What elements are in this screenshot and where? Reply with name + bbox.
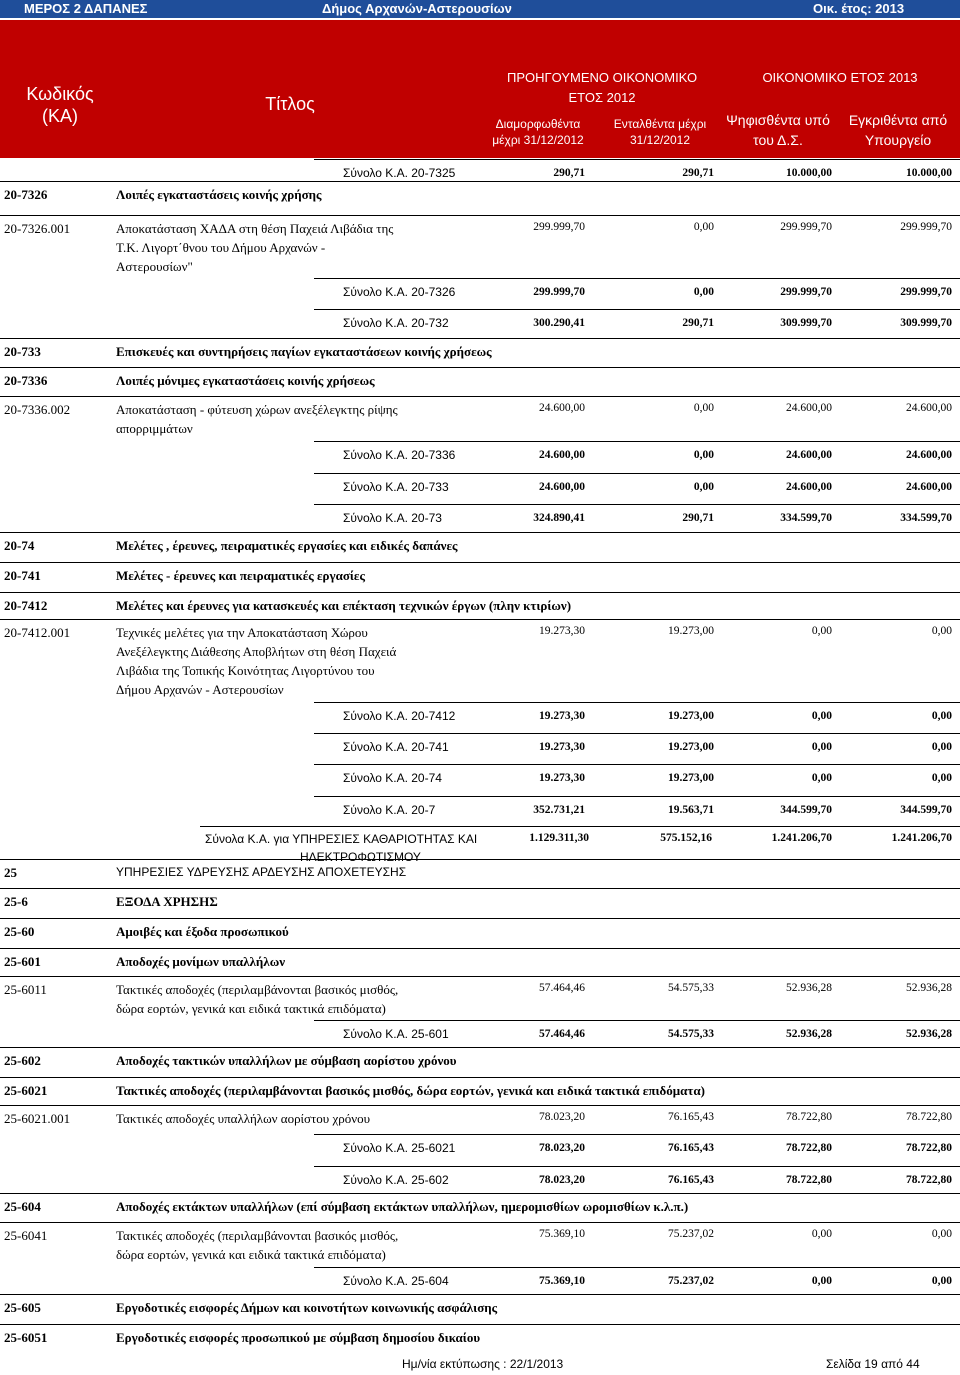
code-header-1: Κωδικός (26, 84, 94, 104)
subtotal-label: Σύνολο Κ.Α. 20-73 (343, 511, 442, 525)
row-divider (0, 918, 960, 919)
subtotal-amount: 19.273,30 (539, 710, 585, 722)
row-title: Αποδοχές τακτικών υπαλλήλων με σύμβαση αορίστου χρόνου (116, 1053, 457, 1068)
grand-total-label: Σύνολα Κ.Α. για ΥΠΗΡΕΣΙΕΣ ΚΑΘΑΡΙΟΤΗΤΑΣ ΚΑΙ (205, 832, 478, 846)
municipality-name: Δήμος Αρχανών-Αστερουσίων (322, 1, 512, 16)
amount-cell: 24.600,00 (906, 402, 952, 414)
subtotal-amount: 78.722,80 (786, 1142, 832, 1154)
row-code: 25-6011 (4, 982, 47, 997)
fiscal-year: Οικ. έτος: 2013 (813, 1, 905, 16)
amount-cell: 75.369,10 (539, 1228, 585, 1240)
subtotal-label: Σύνολο Κ.Α. 20-7325 (343, 166, 456, 180)
grand-total-amount: 1.129.311,30 (529, 832, 589, 844)
row-title-line: Αποκατάσταση - φύτευση χώρων ανεξέλεγκτης ρίψης (116, 402, 398, 417)
row-code: 20-7412.001 (4, 625, 71, 640)
row-code: 20-7336 (4, 373, 48, 388)
row-title-line: απορριμμάτων (116, 421, 193, 436)
row-title-line: Αστερουσίων" (116, 259, 193, 274)
subtotal-divider (314, 504, 960, 505)
grand-total-divider (200, 826, 960, 827)
row-title-line: δώρα εορτών, γενικά και ειδικά τακτικά επιδόματα) (116, 1001, 386, 1016)
column-header (0, 20, 960, 158)
amount-cell: 0,00 (931, 625, 952, 637)
amount-cell: 299.999,70 (533, 221, 585, 233)
subtotal-amount: 0,00 (811, 741, 832, 753)
subtotal-amount: 24.600,00 (786, 449, 832, 461)
amount-cell: 19.273,00 (668, 625, 714, 637)
subtotal-amount: 290,71 (553, 167, 585, 179)
row-code: 25-604 (4, 1199, 41, 1214)
subtotal-amount: 19.273,30 (539, 772, 585, 784)
row-code: 20-7326.001 (4, 221, 71, 236)
approved-header-2: Υπουργείο (864, 132, 932, 148)
subtotal-amount: 324.890,41 (533, 512, 585, 524)
grand-total-amount: 1.241.206,70 (891, 832, 952, 844)
subtotal-amount: 344.599,70 (900, 804, 952, 816)
ordered-header-2: 31/12/2012 (629, 133, 691, 147)
shaped-header-1: Διαμορφωθέντα (495, 117, 581, 131)
subtotal-amount: 0,00 (931, 710, 952, 722)
subtotal-label: Σύνολο Κ.Α. 20-7326 (343, 285, 456, 299)
subtotal-amount: 344.599,70 (780, 804, 832, 816)
row-title: Επισκευές και συντηρήσεις παγίων εγκαταστάσεων κοινής χρήσεως (116, 344, 492, 359)
subtotal-label: Σύνολο Κ.Α. 25-604 (343, 1274, 449, 1288)
subtotal-divider (314, 1134, 960, 1135)
row-code: 20-7412 (4, 598, 48, 613)
subtotal-amount: 10.000,00 (786, 167, 832, 179)
row-divider (0, 367, 960, 368)
row-divider (0, 1047, 960, 1048)
subtotal-amount: 0,00 (693, 481, 714, 493)
subtotal-amount: 290,71 (682, 512, 714, 524)
row-divider (0, 338, 960, 339)
amount-cell: 78.023,20 (539, 1111, 585, 1123)
amount-cell: 0,00 (811, 1228, 832, 1240)
subtotal-amount: 75.237,02 (668, 1275, 714, 1287)
subtotal-amount: 24.600,00 (786, 481, 832, 493)
amount-cell: 52.936,28 (906, 982, 952, 994)
amount-cell: 24.600,00 (786, 402, 832, 414)
row-title: Μελέτες και έρευνες για κατασκευές και επέκταση τεχνικών έργων (πλην κτιρίων) (116, 598, 572, 613)
row-divider (0, 1294, 960, 1295)
subtotal-amount: 24.600,00 (539, 481, 585, 493)
code-header-2: (ΚΑ) (42, 106, 78, 126)
subtotal-label: Σύνολο Κ.Α. 20-732 (343, 316, 449, 330)
shaped-header-2: μέχρι 31/12/2012 (492, 133, 584, 147)
amount-cell: 24.600,00 (539, 402, 585, 414)
amount-cell: 78.722,80 (906, 1111, 952, 1123)
row-title-line: Αποκατάσταση ΧΑΔΑ στη θέση Παχειά Λιβάδια της (116, 221, 394, 236)
subtotal-amount: 0,00 (693, 449, 714, 461)
row-code: 25-6 (4, 894, 28, 909)
subtotal-amount: 0,00 (931, 741, 952, 753)
amount-cell: 54.575,33 (668, 982, 714, 994)
row-divider (0, 888, 960, 889)
voted-header-2: του Δ.Σ. (753, 132, 803, 148)
row-divider (0, 181, 960, 182)
row-divider (0, 619, 960, 620)
subtotal-amount: 334.599,70 (780, 512, 832, 524)
amount-cell: 0,00 (693, 402, 714, 414)
row-code: 20-7336.002 (4, 402, 71, 417)
row-title: ΥΠΗΡΕΣΙΕΣ ΥΔΡΕΥΣΗΣ ΑΡΔΕΥΣΗΣ ΑΠΟΧΕΤΕΥΣΗΣ (116, 865, 407, 879)
row-divider (0, 1077, 960, 1078)
subtotal-label: Σύνολο Κ.Α. 20-733 (343, 480, 449, 494)
subtotal-divider (314, 309, 960, 310)
row-title: Μελέτες - έρευνες και πειραματικές εργασίες (116, 568, 365, 583)
row-divider (0, 396, 960, 397)
row-divider (0, 976, 960, 977)
subtotal-amount: 78.023,20 (539, 1174, 585, 1186)
subtotal-divider (314, 159, 960, 160)
subtotal-divider (314, 1267, 960, 1268)
subtotal-amount: 299.999,70 (533, 286, 585, 298)
subtotal-divider (314, 796, 960, 797)
subtotal-amount: 0,00 (811, 1275, 832, 1287)
subtotal-label: Σύνολο Κ.Α. 25-602 (343, 1173, 449, 1187)
grand-total-label: ΗΛΕΚΤΡΟΦΩΤΙΣΜΟΥ (300, 850, 421, 864)
row-divider (0, 859, 960, 860)
subtotal-amount: 300.290,41 (533, 317, 585, 329)
subtotal-label: Σύνολο Κ.Α. 20-7412 (343, 709, 456, 723)
title-header: Τίτλος (265, 94, 315, 114)
row-code: 25-6021 (4, 1083, 48, 1098)
amount-cell: 76.165,43 (668, 1111, 714, 1123)
row-title: Αποδοχές μονίμων υπαλλήλων (116, 954, 286, 969)
row-code: 25 (4, 865, 17, 880)
amount-cell: 299.999,70 (900, 221, 952, 233)
amount-cell: 52.936,28 (786, 982, 832, 994)
row-code: 20-74 (4, 538, 35, 553)
subtotal-amount: 352.731,21 (533, 804, 585, 816)
subtotal-amount: 19.273,30 (539, 741, 585, 753)
subtotal-amount: 19.273,00 (668, 710, 714, 722)
approved-header-1: Εγκριθέντα από (848, 112, 948, 128)
row-divider (0, 215, 960, 216)
amount-cell: 0,00 (811, 625, 832, 637)
subtotal-amount: 290,71 (682, 167, 714, 179)
subtotal-divider (314, 733, 960, 734)
subtotal-amount: 0,00 (931, 1275, 952, 1287)
row-title-line: Τακτικές αποδοχές (περιλαμβάνονται βασικός μισθός, (116, 1228, 399, 1243)
subtotal-divider (314, 1020, 960, 1021)
row-divider (0, 1105, 960, 1106)
amount-cell: 75.237,02 (668, 1228, 714, 1240)
amount-cell: 57.464,46 (539, 982, 585, 994)
subtotal-divider (314, 1166, 960, 1167)
grand-total-amount: 1.241.206,70 (771, 832, 832, 844)
subtotal-amount: 78.722,80 (786, 1174, 832, 1186)
subtotal-amount: 52.936,28 (906, 1028, 952, 1040)
row-code: 25-6021.001 (4, 1111, 71, 1126)
row-code: 25-602 (4, 1053, 41, 1068)
amount-cell: 19.273,30 (539, 625, 585, 637)
prev-year-header-2: ΕΤΟΣ 2012 (568, 90, 636, 105)
subtotal-amount: 299.999,70 (900, 286, 952, 298)
subtotal-amount: 290,71 (682, 317, 714, 329)
row-title: Αποδοχές εκτάκτων υπαλλήλων (επί σύμβαση εκτάκτων υπαλλήλων, ημερομισθίων ωρομισθίων κ.λ.π.) (116, 1199, 689, 1214)
subtotal-amount: 78.722,80 (906, 1142, 952, 1154)
subtotal-amount: 334.599,70 (900, 512, 952, 524)
row-title-line: Τ.Κ. Λιγορτ΄θνου του Δήμου Αρχανών - (116, 240, 326, 255)
subtotal-amount: 0,00 (811, 710, 832, 722)
row-title-line: δώρα εορτών, γενικά και ειδικά τακτικά επιδόματα) (116, 1247, 386, 1262)
subtotal-divider (314, 764, 960, 765)
row-title-line: Τακτικές αποδοχές (περιλαμβάνονται βασικός μισθός, (116, 982, 399, 997)
subtotal-amount: 24.600,00 (539, 449, 585, 461)
subtotal-amount: 76.165,43 (668, 1142, 714, 1154)
row-divider (0, 1193, 960, 1194)
current-year-header: ΟΙΚΟΝΟΜΙΚΟ ΕΤΟΣ 2013 (762, 70, 918, 85)
amount-cell: 299.999,70 (780, 221, 832, 233)
print-date: Ημ/νία εκτύπωσης : 22/1/2013 (402, 1357, 564, 1371)
top-banner (0, 0, 960, 18)
subtotal-amount: 76.165,43 (668, 1174, 714, 1186)
amount-cell: 0,00 (931, 1228, 952, 1240)
subtotal-label: Σύνολο Κ.Α. 20-741 (343, 740, 449, 754)
subtotal-amount: 24.600,00 (906, 481, 952, 493)
subtotal-amount: 10.000,00 (906, 167, 952, 179)
row-title: Τακτικές αποδοχές (περιλαμβάνονται βασικός μισθός, δώρα εορτών, γενικά και ειδικά τακτικά επιδόματα) (116, 1083, 705, 1098)
subtotal-amount: 78.023,20 (539, 1142, 585, 1154)
row-code: 20-7326 (4, 187, 48, 202)
subtotal-amount: 299.999,70 (780, 286, 832, 298)
subtotal-amount: 309.999,70 (780, 317, 832, 329)
voted-header-1: Ψηφισθέντα υπό (726, 112, 830, 128)
row-divider (0, 1324, 960, 1325)
amount-cell: 0,00 (693, 221, 714, 233)
row-title: Εργοδοτικές εισφορές Δήμων και κοινοτήτων κοινωνικής ασφάλισης (116, 1300, 498, 1315)
subtotal-amount: 57.464,46 (539, 1028, 585, 1040)
subtotal-amount: 0,00 (693, 286, 714, 298)
subtotal-amount: 19.273,00 (668, 772, 714, 784)
row-divider (0, 562, 960, 563)
row-code: 20-741 (4, 568, 41, 583)
subtotal-divider (314, 702, 960, 703)
subtotal-amount: 19.273,00 (668, 741, 714, 753)
page-number: Σελίδα 19 από 44 (826, 1357, 920, 1371)
row-code: 25-60 (4, 924, 35, 939)
grand-total-amount: 575.152,16 (660, 832, 712, 844)
row-title: Λοιπές εγκαταστάσεις κοινής χρήσης (116, 187, 322, 202)
row-title: Λοιπές μόνιμες εγκαταστάσεις κοινής χρήσεως (116, 373, 375, 388)
subtotal-label: Σύνολο Κ.Α. 20-7336 (343, 448, 456, 462)
amount-cell: 78.722,80 (786, 1111, 832, 1123)
section-label: ΜΕΡΟΣ 2 ΔΑΠΑΝΕΣ (24, 1, 148, 16)
row-divider (0, 592, 960, 593)
row-code: 25-6051 (4, 1330, 48, 1345)
subtotal-amount: 0,00 (931, 772, 952, 784)
subtotal-label: Σύνολο Κ.Α. 25-6021 (343, 1141, 456, 1155)
row-divider (0, 948, 960, 949)
subtotal-divider (314, 473, 960, 474)
row-title-line: Τεχνικές μελέτες για την Αποκατάσταση Χώρου (116, 625, 368, 640)
row-title-line: Λιβάδια της Τοπικής Κοινότητας Λιγορτύνου του (116, 663, 375, 678)
row-title: Αμοιβές και έξοδα προσωπικού (116, 924, 289, 939)
prev-year-header-1: ΠΡΟΗΓΟΥΜΕΝΟ ΟΙΚΟΝΟΜΙΚΟ (506, 70, 698, 85)
subtotal-amount: 78.722,80 (906, 1174, 952, 1186)
row-divider (0, 532, 960, 533)
subtotal-amount: 54.575,33 (668, 1028, 714, 1040)
row-code: 25-605 (4, 1300, 41, 1315)
subtotal-amount: 0,00 (811, 772, 832, 784)
row-code: 25-6041 (4, 1228, 48, 1243)
subtotal-label: Σύνολο Κ.Α. 25-601 (343, 1027, 449, 1041)
subtotal-divider (314, 441, 960, 442)
row-title: Μελέτες , έρευνες, πειραματικές εργασίες και ειδικές δαπάνες (116, 538, 458, 553)
row-title: ΕΞΟΔΑ ΧΡΗΣΗΣ (116, 894, 218, 909)
row-title-line: Τακτικές αποδοχές υπαλλήλων αορίστου χρόνου (116, 1111, 371, 1126)
subtotal-amount: 19.563,71 (668, 804, 714, 816)
subtotal-amount: 24.600,00 (906, 449, 952, 461)
row-title: Εργοδοτικές εισφορές προσωπικού με σύμβαση δημοσίου δικαίου (116, 1330, 481, 1345)
subtotal-divider (314, 278, 960, 279)
subtotal-label: Σύνολο Κ.Α. 20-74 (343, 771, 442, 785)
subtotal-amount: 52.936,28 (786, 1028, 832, 1040)
ordered-header-1: Ενταλθέντα μέχρι (613, 117, 707, 131)
row-divider (0, 1222, 960, 1223)
subtotal-amount: 75.369,10 (539, 1275, 585, 1287)
subtotal-amount: 309.999,70 (900, 317, 952, 329)
row-code: 25-601 (4, 954, 41, 969)
subtotal-label: Σύνολο Κ.Α. 20-7 (343, 803, 436, 817)
row-code: 20-733 (4, 344, 41, 359)
row-title-line: Δήμου Αρχανών - Αστερουσίων (116, 682, 284, 697)
row-title-line: Ανεξέλεγκτης Διάθεσης Αποβλήτων στη θέση Παχειά (116, 644, 397, 659)
